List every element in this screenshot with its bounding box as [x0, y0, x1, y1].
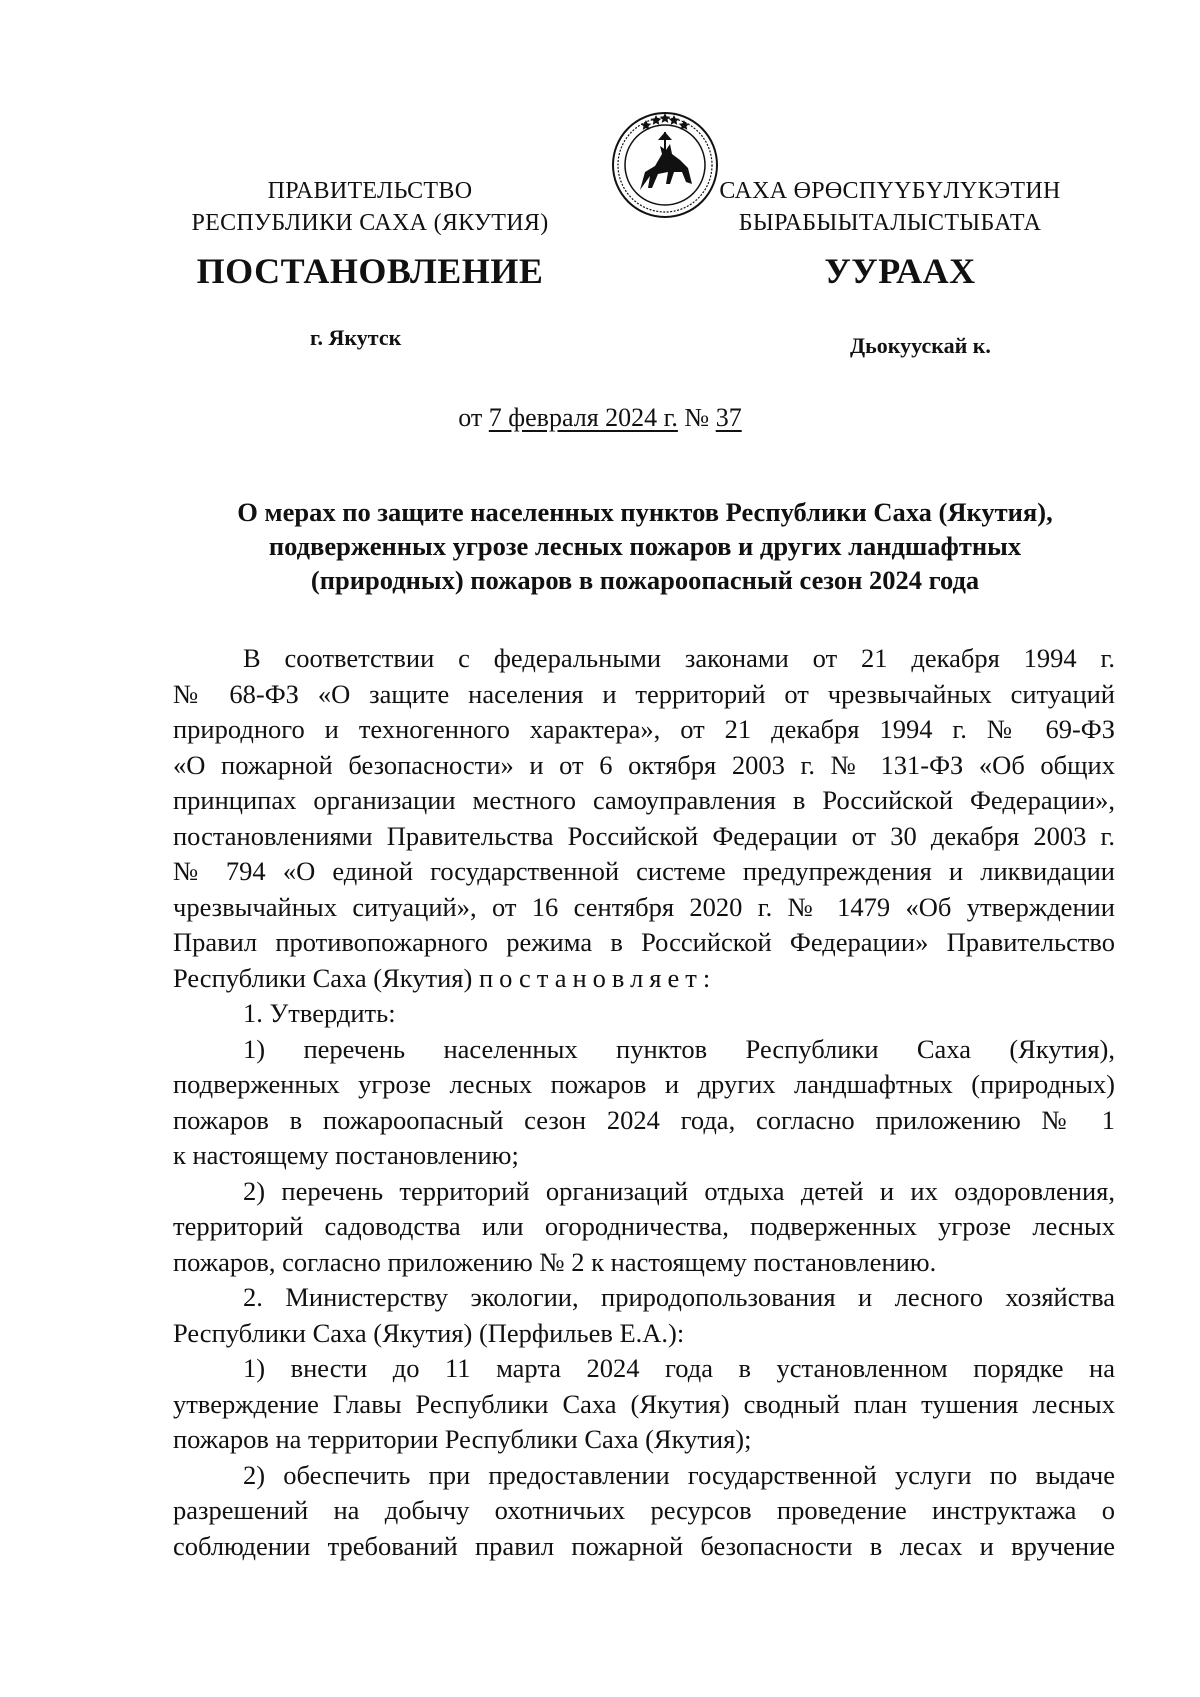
doc-type-russian: ПОСТАНОВЛЕНИЕ	[196, 251, 544, 291]
body-line: соблюдении требований правил пожарной безопасности в лесах и вручение	[173, 1530, 1115, 1561]
body-line: 2) перечень территорий организаций отдыха детей и их оздоровления,	[243, 1175, 1115, 1206]
city-russian: г. Якутск	[310, 325, 402, 350]
body-line: к настоящему постановлению;	[173, 1140, 519, 1170]
document-title	[175, 495, 1115, 597]
body-line: утверждение Главы Республики Саха (Якутия) сводный план тушения лесных	[173, 1388, 1115, 1419]
title-line: О мерах по защите населенных пунктов Республики Саха (Якутия),	[237, 497, 1053, 527]
body-text: Республики Саха (Якутия)	[173, 962, 479, 993]
title-line: подверженных угрозе лесных пожаров и других ландшафтных	[268, 531, 1022, 561]
body-line: природного и техногенного характера», от 21 декабря 1994 г. № 69-ФЗ	[173, 714, 1115, 744]
body-line: 1) перечень населенных пунктов Республики Саха (Якутия),	[243, 1033, 1115, 1064]
body-line	[173, 961, 1115, 997]
body-line: подверженных угрозе лесных пожаров и других ландшафтных (природных)	[173, 1069, 1115, 1099]
header-right-line-2: БЫРАБЫЫТАЛЫСТЫБАТА	[738, 210, 1042, 236]
date-number-line	[0, 403, 1200, 433]
body-line: пожаров на территории Республики Саха (Якутия);	[173, 1424, 752, 1454]
document-date: 7 февраля 2024 г.	[488, 403, 678, 432]
body-line: постановлениями Правительства Российской Федерации от 30 декабря 2003 г.	[173, 820, 1115, 851]
body-line: территорий садоводства или огородничества, подверженных угрозе лесных	[173, 1211, 1115, 1241]
header-right-line-1: САХА ӨРӨСПҮҮБҮЛҮКЭТИН	[719, 178, 1061, 204]
resolves-word: постановляет:	[478, 962, 717, 993]
title-line: (природных) пожаров в пожароопасный сезон 2024 года	[310, 565, 980, 595]
body-line: чрезвычайных ситуаций», от 16 сентября 2020 г. № 1479 «Об утверждении	[173, 891, 1115, 922]
body-line: В соответствии с федеральными законами от 21 декабря 1994 г.	[243, 643, 1115, 673]
body-line: пожаров в пожароопасный сезон 2024 года, согласно приложению № 1	[173, 1104, 1115, 1135]
body-line: Республики Саха (Якутия) (Перфильев Е.А.):	[173, 1317, 685, 1348]
body-line: № 68-ФЗ «О защите населения и территорий от чрезвычайных ситуаций	[173, 678, 1115, 709]
header-left-line-1: ПРАВИТЕЛЬСТВО	[267, 178, 473, 204]
city-yakut: Дьокуускай к.	[850, 333, 991, 358]
body-line: 1) внести до 11 марта 2024 года в установленном порядке на	[243, 1353, 1115, 1383]
body-line: Правил противопожарного режима в Российской Федерации» Правительство	[173, 927, 1115, 957]
header-left-line-2: РЕСПУБЛИКИ САХА (ЯКУТИЯ)	[191, 210, 549, 236]
body-line: 1. Утвердить:	[243, 998, 396, 1028]
body-line: 2. Министерству экологии, природопользования и лесного хозяйства	[243, 1282, 1115, 1312]
body-line: принципах организации местного самоуправления в Российской Федерации»,	[173, 785, 1115, 815]
document-number: 37	[715, 403, 742, 432]
document-body	[173, 641, 1115, 1564]
body-line: «О пожарной безопасности» и от 6 октября 2003 г. № 131-ФЗ «Об общих	[173, 749, 1115, 780]
body-line: разрешений на добычу охотничьих ресурсов проведение инструктажа о	[173, 1495, 1115, 1525]
body-line: 2) обеспечить при предоставлении государственной услуги по выдаче	[243, 1459, 1115, 1490]
header-right-yakut	[680, 175, 1100, 239]
number-prefix: №	[677, 403, 716, 432]
body-line: № 794 «О единой государственной системе предупреждения и ликвидации	[173, 856, 1115, 886]
header-left-russian	[170, 175, 570, 239]
date-prefix: от	[458, 403, 489, 432]
doc-type-yakut: УУРААХ	[824, 251, 976, 291]
body-line: пожаров, согласно приложению № 2 к настоящему постановлению.	[173, 1246, 937, 1277]
